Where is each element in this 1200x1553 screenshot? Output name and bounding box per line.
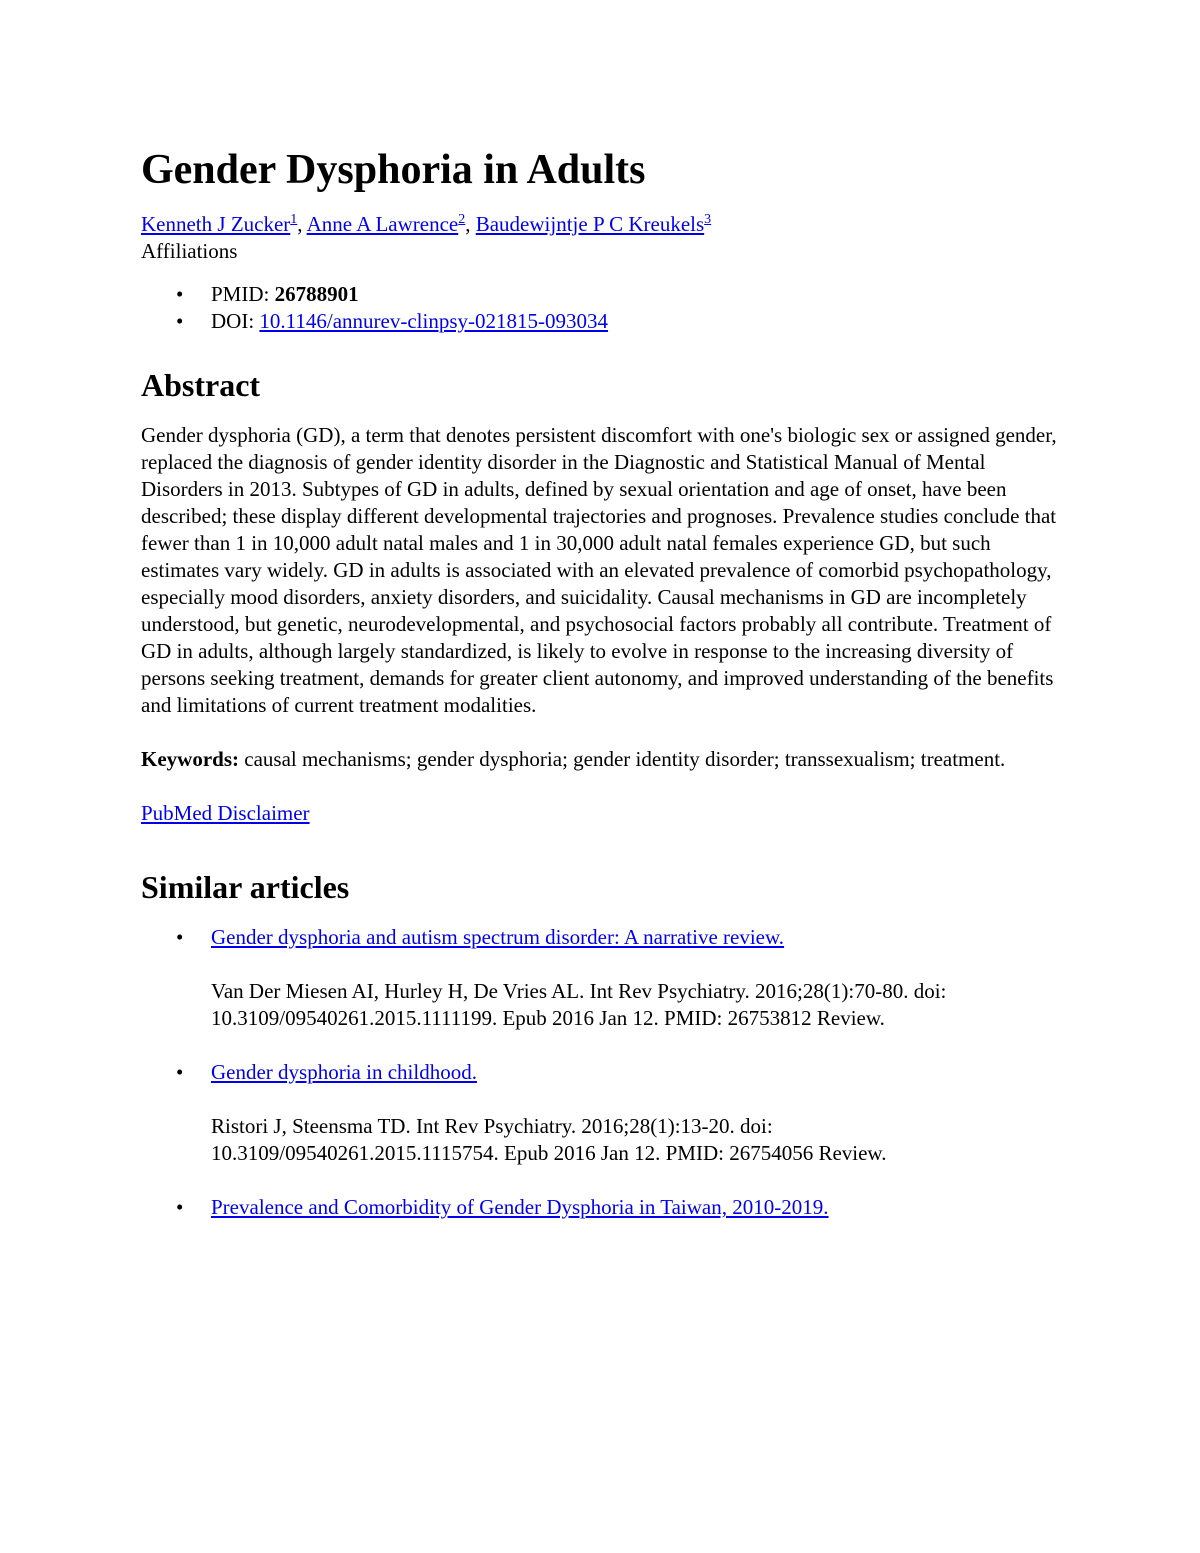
similar-article-link[interactable]: Gender dysphoria and autism spectrum disorder: A narrative review.	[211, 925, 785, 949]
author-separator: ,	[465, 212, 471, 236]
author-separator: ,	[297, 212, 303, 236]
bullet-icon: •	[176, 282, 184, 306]
affiliation-ref-1[interactable]: 1	[290, 212, 298, 227]
abstract-heading: Abstract	[141, 367, 261, 403]
affiliation-ref-2[interactable]: 2	[458, 212, 466, 227]
list-item	[141, 924, 1060, 1032]
bullet-icon: •	[176, 1195, 184, 1219]
similar-articles-heading: Similar articles	[141, 869, 350, 905]
author-link-lawrence[interactable]: Anne A Lawrence	[306, 212, 459, 236]
similar-article-link[interactable]: Prevalence and Comorbidity of Gender Dysphoria in Taiwan, 2010-2019.	[211, 1195, 829, 1219]
keywords	[141, 746, 1060, 773]
pmid-item	[141, 281, 1060, 308]
pmid-label: PMID:	[211, 282, 270, 306]
bullet-icon: •	[176, 309, 184, 333]
author-link-zucker[interactable]: Kenneth J Zucker	[141, 212, 291, 236]
similar-article-link[interactable]: Gender dysphoria in childhood.	[211, 1060, 477, 1084]
affiliations-label: Affiliations	[141, 239, 238, 263]
author-link-kreukels[interactable]: Baudewijntje P C Kreukels	[475, 212, 705, 236]
pmid-value: 26788901	[274, 282, 359, 306]
author-list	[141, 211, 1060, 238]
list-item	[141, 1059, 1060, 1167]
doi-label: DOI:	[211, 309, 255, 333]
abstract-text: Gender dysphoria (GD), a term that denotes persistent discomfort with one's biologic sex or assigned gender, replaced the diagnosis of gender identity disorder in the Diagnostic and Statistical Manual of Mental Disorders in 2013. Subtypes of GD in adults, defined by sexual orientation and age of onset, have been described; these display different developmental trajectories and prognoses. Prevalence studies conclude that fewer than 1 in 10,000 adult natal males and 1 in 30,000 adult natal females experience GD, but such estimates vary widely. GD in adults is associated with an elevated prevalence of comorbid psychopathology, especially mood disorders, anxiety disorders, and suicidality. Causal mechanisms in GD are incompletely understood, but genetic, neurodevelopmental, and psychosocial factors probably all contribute. Treatment of GD in adults, although largely standardized, is likely to evolve in response to the increasing diversity of persons seeking treatment, demands for greater client autonomy, and improved understanding of the benefits and limitations of current treatment modalities.	[141, 423, 1057, 717]
keywords-text: causal mechanisms; gender dysphoria; gender identity disorder; transsexualism; treatment.	[244, 747, 1006, 771]
doi-item	[141, 308, 1060, 335]
identifier-list	[141, 281, 1060, 335]
keywords-label: Keywords:	[141, 747, 239, 771]
doi-link[interactable]: 10.1146/annurev-clinpsy-021815-093034	[259, 309, 609, 333]
bullet-icon: •	[176, 925, 184, 949]
pubmed-disclaimer-link[interactable]: PubMed Disclaimer	[141, 801, 310, 825]
article-title: Gender Dysphoria in Adults	[141, 147, 646, 193]
list-item	[141, 1194, 1060, 1221]
affiliation-ref-3[interactable]: 3	[704, 212, 712, 227]
similar-article-citation: Van Der Miesen AI, Hurley H, De Vries AL. Int Rev Psychiatry. 2016;28(1):70-80. doi: 10.3109/09540261.2015.1111199. Epub 2016 Jan 12. PMID: 26753812 Review.	[211, 979, 947, 1030]
bullet-icon: •	[176, 1060, 184, 1084]
disclaimer-paragraph	[141, 800, 1060, 827]
similar-article-citation: Ristori J, Steensma TD. Int Rev Psychiatry. 2016;28(1):13-20. doi: 10.3109/09540261.2015.1115754. Epub 2016 Jan 12. PMID: 26754056 Review.	[211, 1114, 887, 1165]
similar-articles-list	[141, 924, 1060, 1221]
